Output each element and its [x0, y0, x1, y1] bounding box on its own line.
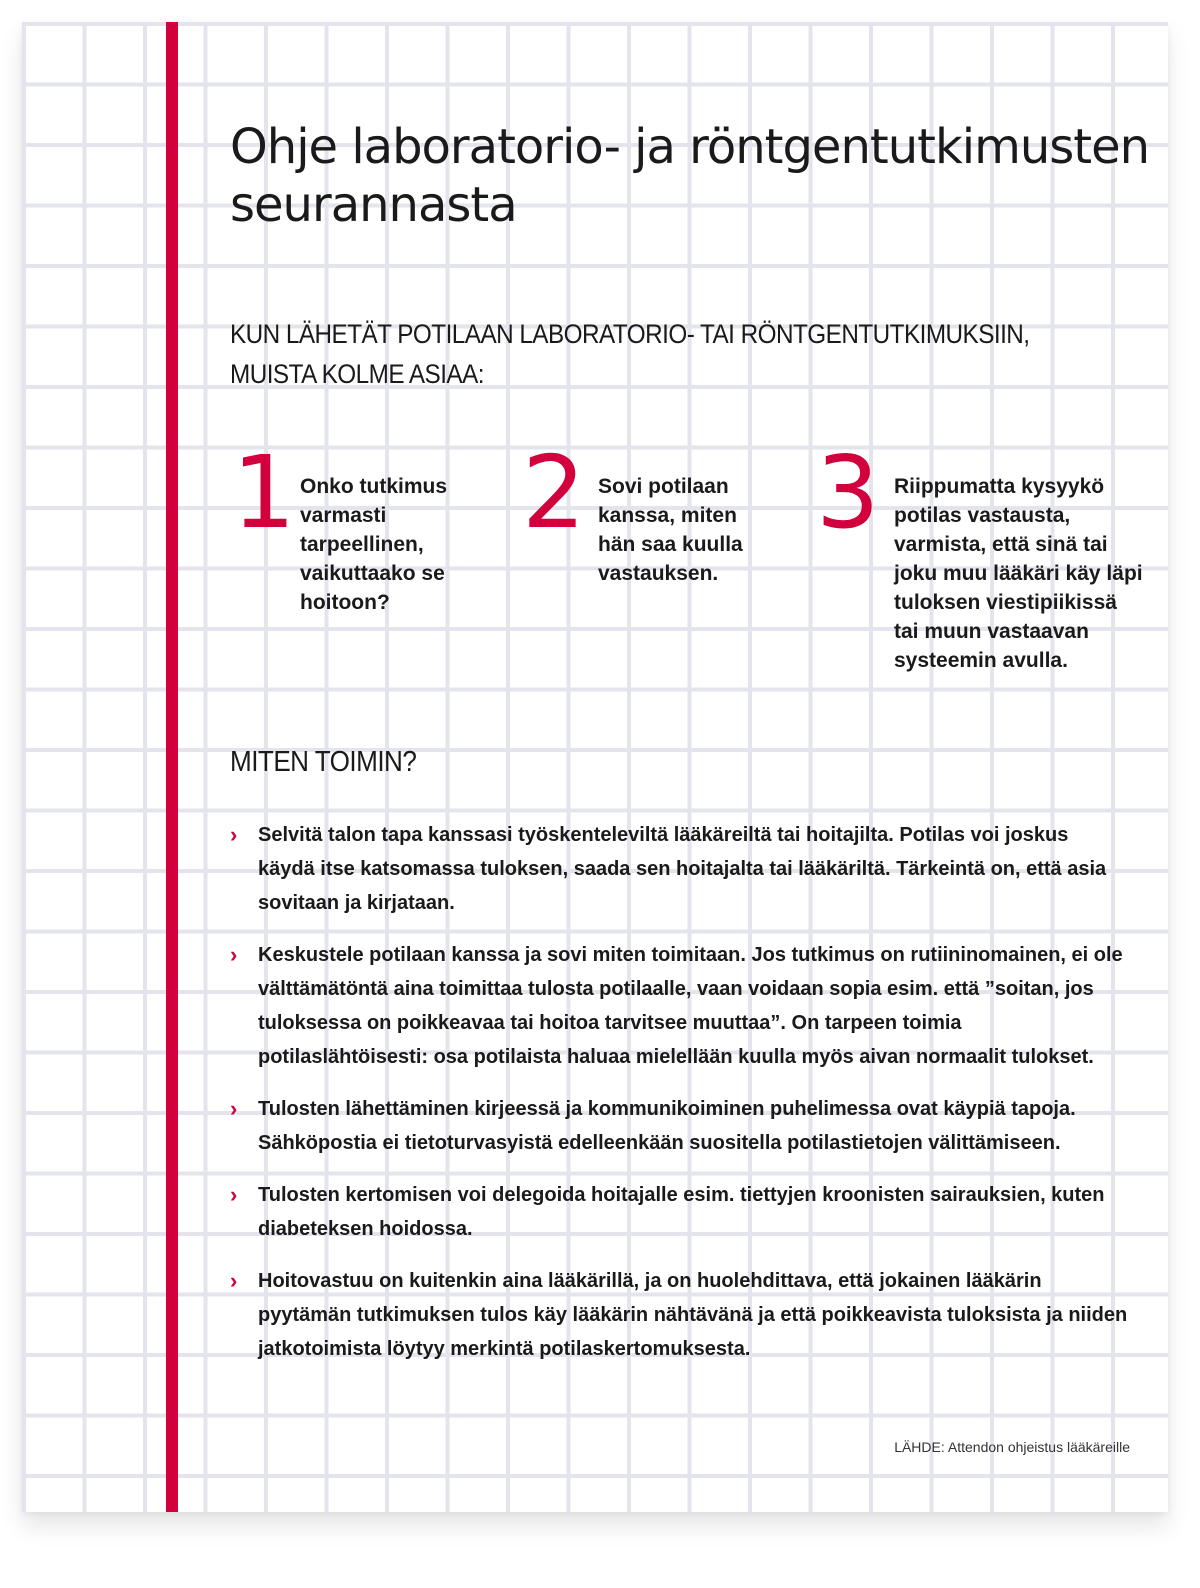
list-item-text: Hoitovastuu on kuitenkin aina lääkärillä, ja on huolehdittava, että jokainen lääkärin pyytämän tutkimuksen tulos käy lääkärin nähtävänä ja että poikkeavista tuloksista ja niiden jatkotoimista löytyy merkintä potilaskertomuksesta. — [258, 1270, 1128, 1360]
red-margin-line — [166, 22, 178, 1512]
document-sheet — [22, 22, 1168, 1512]
point-text: Sovi potilaan kanssa, miten hän saa kuulla vastauksen. — [598, 475, 743, 585]
point-number: 2 — [522, 434, 586, 551]
list-item — [230, 1178, 1130, 1246]
list-item-text: Tulosten kertomisen voi delegoida hoitajalle esim. tiettyjen kroonisten sairauksien, kuten diabeteksen hoidossa. — [258, 1184, 1105, 1240]
chevron-right-icon: › — [230, 942, 238, 967]
instruction-list — [230, 818, 1130, 1384]
source-note: LÄHDE: Attendon ohjeistus lääkäreille — [894, 1439, 1130, 1455]
chevron-right-icon: › — [230, 1096, 238, 1121]
list-item-text: Selvitä talon tapa kanssasi työskenteleviltä lääkäreiltä tai hoitajilta. Potilas voi joskus käydä itse katsomassa tuloksen, saada sen hoitajalta tai lääkäriltä. Tärkeintä on, että asia sovitaan ja kirjataan. — [258, 824, 1107, 914]
point-text: Riippumatta kysyykö potilas vastausta, varmista, että sinä tai joku muu lääkäri käy läpi tuloksen viestipiikissä tai muun vastaavan systeemin avulla. — [894, 475, 1143, 672]
chevron-right-icon: › — [230, 822, 238, 847]
list-item-text: Keskustele potilaan kanssa ja sovi miten toimitaan. Jos tutkimus on rutiininomainen, ei ole välttämätöntä aina toimittaa tulosta potilaalle, vaan voidaan sopia esim. että ”soitan, jos tuloksessa on poikkeavaa tai hoitoa tarvitsee muuttaa”. On tarpeen toimia potilaslähtöisesti: osa potilaista haluaa mielellään kuulla myös aivan normaalit tulokset. — [258, 944, 1123, 1068]
list-item — [230, 938, 1130, 1074]
section-heading: MITEN TOIMIN? — [230, 746, 417, 778]
point-number: 1 — [232, 434, 296, 551]
list-item — [230, 1264, 1130, 1366]
document-title: Ohje laboratorio- ja röntgentutkimusten seurannasta — [230, 119, 1150, 233]
chevron-right-icon: › — [230, 1268, 238, 1293]
chevron-right-icon: › — [230, 1182, 238, 1207]
point-text: Onko tutkimus varmasti tarpeellinen, vaikuttaako se hoitoon? — [300, 475, 448, 614]
intro-heading: KUN LÄHETÄT POTILAAN LABORATORIO- TAI RÖNTGENTUTKIMUKSIIN, MUISTA KOLME ASIAA: — [230, 319, 1030, 389]
list-item — [230, 818, 1130, 920]
list-item — [230, 1092, 1130, 1160]
point-number: 3 — [816, 434, 880, 551]
list-item-text: Tulosten lähettäminen kirjeessä ja kommunikoiminen puhelimessa ovat käypiä tapoja. Sähköpostia ei tietoturvasyistä edelleenkään suositella potilastietojen välittämiseen. — [258, 1098, 1076, 1154]
